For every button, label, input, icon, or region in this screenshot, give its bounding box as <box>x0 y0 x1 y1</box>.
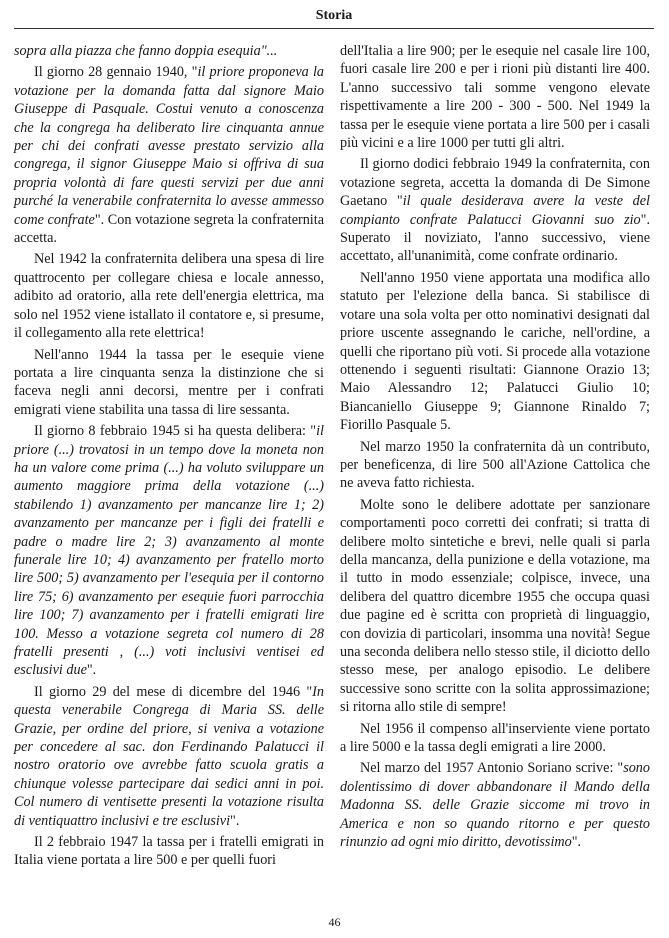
paragraph: Il giorno dodici febbraio 1949 la confraternita, con votazione segreta, accetta la domanda di De Simone Gaetano "il quale desiderava avere la veste del compianto confrate Palatucci Giovanni suo zio". Superato il noviziato, l'anno successivo, viene accettato, all'unanimità, come confrate ordinario. <box>340 156 650 265</box>
section-title: Storia <box>315 8 353 23</box>
right-column <box>340 42 650 854</box>
paragraph: Nel 1956 il compenso all'inserviente viene portato a lire 5000 e la tassa degli emigrati a lire 2000. <box>340 720 650 756</box>
paragraph: Nel 1942 la confraternita delibera una spesa di lire quattrocento per collegare chiesa e locale annesso, adibito ad oratorio, alla rete dell'energia elettrica, ma solo nel 1952 viene istallato il contatore e, si presume, il collegamento alla rete elettrica! <box>14 251 324 342</box>
paragraph: Il giorno 8 febbraio 1945 si ha questa delibera: "il priore (...) trovatosi in un tempo dove la moneta non ha un valore come prima (...) ha voluto sviluppare un aumento maggiore prima della votazione (...) stabilendo 1) avanzamento per mancanze lire 1; 2) avanzamento per mancanze per i figli dei fratelli e padre o madre lire 2; 3) avanzamento al monte funerale lire 10; 4) avanzamento per fratello morto lire 500; 5) avanzamento per l'esequia per il contorno lire 75; 6) avanzamento per esequie fuori parrocchia lire 100; 7) avanzamento per i fratelli emigrati lire 100. Messo a votazione segreta col numero di 28 fratelli presenti , (...) voti inclusivi ventisei ed esclusivi due". <box>14 423 324 679</box>
paragraph: Il giorno 28 gennaio 1940, "il priore proponeva la votazione per la domanda fatta dal signore Maio Giuseppe di Pasquale. Costui venuto a conoscenza che la congrega ha deliberato lire cinquanta annue per chi dei confrati avesse prestato servizio alla congrega, il signor Giuseppe Maio si offriva di sua propria volontà di fare questi servizi per due anni purché la venerabile confraternita lo avesse ammesso come confrate". Con votazione segreta la confraternita accetta. <box>14 64 324 247</box>
paragraph: Molte sono le delibere adottate per sanzionare comportamenti poco corretti dei confrati; si tratta di delibere molto sintetiche e brevi, nelle quali si parla della mancanza, della punizione e della votazione, ma il tutto in modo essenziale; colpisce, invece, una delibera del quattro dicembre 1955 che occupa quasi due pagine ed è scritta con proprietà di linguaggio, con dovizia di particolari, insomma una novità! Segue una seconda delibera nello stesso stile, il diciotto dello stesso mese, per analogo episodio. Le delibere successive sono scritte con la solita approssimazione; si ritorna allo stile di sempre! <box>340 496 650 716</box>
paragraph: Il giorno 29 del mese di dicembre del 1946 "In questa venerabile Congrega di Maria SS. delle Grazie, per ordine del priore, si veniva a votazione per concedere al sac. don Ferdinando Palatucci il nostro oratorio ove avrebbe fatto scuola gratis a chiunque volesse partecipare dai sedici anni in poi. Col numero di ventisette presenti la votazione risulta di ventiquattro inclusivi e tre esclusivi". <box>14 683 324 829</box>
paragraph: Nel marzo del 1957 Antonio Soriano scrive: "sono dolentissimo di dover abbandonare il Mando della Madonna SS. delle Grazie siccome mi trovo in America e non so quando ritorno e per questo rinunzio ad ogni mio diritto, devotissimo". <box>340 760 650 851</box>
paragraph: Nell'anno 1944 la tassa per le esequie viene portata a lire cinquanta senza la distinzione che si faceva negli anni decorsi, mentre per i confrati emigrati viene stabilita una tassa di lire sessanta. <box>14 346 324 418</box>
paragraph: Nell'anno 1950 viene apportata una modifica allo statuto per l'elezione della banca. Si stabilisce di votare una sola volta per otto nominativi designati dal priore uscente assegnando le cariche, nell'ordine, a quelli che riportano più voti. Si procede alla votazione ottenendo i seguenti risultati: Giannone Orazio 13; Maio Alessandro 12; Palatucci Giulio 10; Biancaniello Giuseppe 9; Giannone Rinaldo 7; Fiorillo Pasquale 5. <box>340 269 650 434</box>
paragraph: sopra alla piazza che fanno doppia esequia"... <box>14 43 278 59</box>
paragraph: dell'Italia a lire 900; per le esequie nel casale lire 100, fuori casale lire 200 e per i rioni più distanti lire 400. L'anno successivo tali somme vengono elevate rispettivamente a lire 200 - 300 - 500. Nel 1949 la tassa per le esequie viene portata a lire 500 per i casali più vicini e a lire 1000 per tutti gli altri. <box>340 43 650 152</box>
paragraph: Nel marzo 1950 la confraternita dà un contributo, per beneficenza, di lire 500 all'Azione Cattolica che ne aveva fatto richiesta. <box>340 438 650 492</box>
running-header <box>14 6 654 24</box>
paragraph: Il 2 febbraio 1947 la tassa per i fratelli emigrati in Italia viene portata a lire 500 e per quelli fuori <box>14 834 324 869</box>
header-rule <box>14 28 654 29</box>
left-column <box>14 42 324 873</box>
page-number: 46 <box>328 915 341 929</box>
